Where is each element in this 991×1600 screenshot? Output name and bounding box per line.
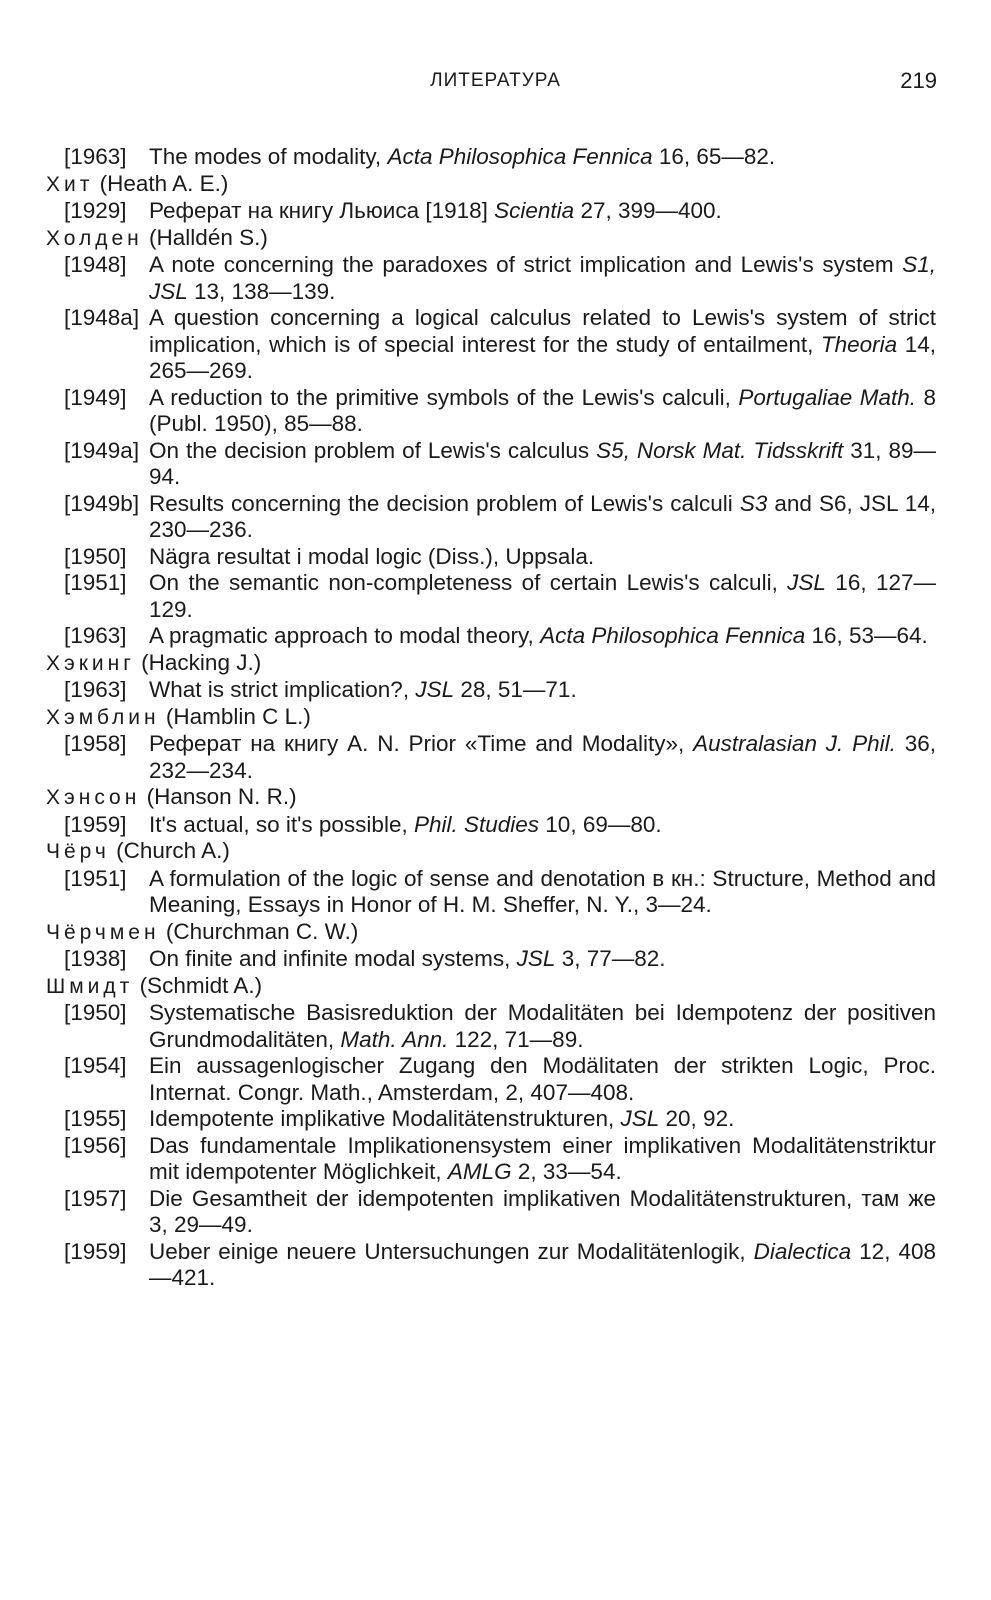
- reference-text: On finite and infinite modal systems,: [149, 946, 517, 971]
- author-name: Хэнсон: [46, 786, 141, 809]
- reference-journal: JSL: [787, 570, 826, 595]
- reference-pages: 3, 77—82.: [555, 946, 666, 971]
- bibliography-list: [46, 144, 936, 1292]
- reference-entry: [46, 570, 936, 623]
- author-heading: [46, 704, 936, 732]
- reference-journal: S1, JSL: [149, 252, 936, 304]
- reference-entry: [46, 623, 936, 650]
- reference-text: Ein aussagenlogischer Zugang den Modälitaten der strikten Logic, Proc. Internat. Congr. Math., Amsterdam, 2, 407—408.: [149, 1053, 936, 1105]
- author-heading: [46, 650, 936, 678]
- reference-journal: AMLG: [447, 1159, 512, 1184]
- reference-entry: [46, 1239, 936, 1292]
- page-number: 219: [900, 68, 937, 93]
- reference-year: [1963]: [64, 623, 127, 648]
- author-latin-name: (Churchman C. W.): [165, 918, 359, 944]
- reference-pages: 12, 408—421.: [149, 1238, 936, 1290]
- reference-journal: S5, Norsk Mat. Tidsskrift: [596, 437, 844, 463]
- reference-journal: Phil. Studies: [413, 811, 540, 837]
- reference-journal: Portugaliae Math.: [738, 384, 916, 410]
- reference-entry: [46, 1186, 936, 1239]
- author-latin-name: (Hacking J.): [141, 649, 262, 675]
- reference-year: [1954]: [64, 1053, 127, 1078]
- reference-year: [1948a]: [64, 305, 140, 330]
- author-heading: [46, 919, 936, 947]
- reference-text: On the decision problem of Lewis's calculus: [149, 437, 597, 463]
- reference-journal: Math. Ann.: [340, 1026, 449, 1052]
- author-latin-name: (Halldén S.): [149, 224, 268, 250]
- reference-text: It's actual, so it's possible,: [149, 811, 414, 837]
- reference-text: What is strict implication?,: [149, 677, 416, 702]
- reference-entry: [46, 198, 936, 225]
- reference-pages: 2, 33—54.: [511, 1159, 622, 1184]
- author-heading: [46, 838, 936, 866]
- reference-pages: 10, 69—80.: [539, 811, 662, 837]
- author-latin-name: (Hanson N. R.): [146, 784, 297, 809]
- reference-entry: [46, 438, 936, 491]
- reference-text: A question concerning a logical calculus related to Lewis's system of strict implication, which is of special interest for the study of entailment,: [149, 305, 936, 357]
- reference-text: On the semantic non-completeness of certain Lewis's calculi,: [149, 570, 788, 595]
- reference-text: Idempotente implikative Modalitätenstrukturen,: [149, 1106, 621, 1131]
- author-latin-name: (Schmidt A.): [139, 972, 263, 998]
- author-name: Хэмблин: [46, 705, 160, 729]
- reference-entry: [46, 812, 936, 839]
- reference-pages: 28, 51—71.: [454, 677, 577, 702]
- reference-text: The modes of modality,: [149, 144, 388, 169]
- author-latin-name: (Heath A. E.): [99, 170, 229, 196]
- author-heading: [46, 973, 936, 1001]
- reference-journal: Dialectica: [753, 1238, 852, 1264]
- reference-journal: Acta Philosophica Fennica: [387, 144, 653, 169]
- author-name: Хэкинг: [46, 651, 135, 675]
- reference-entry: [46, 1053, 936, 1106]
- reference-year: [1949]: [64, 384, 127, 410]
- reference-pages: 16, 127—129.: [149, 570, 936, 622]
- reference-text: Systematische Basisreduktion der Modalitäten bei Idempotenz der positiven Grundmodalitäten,: [149, 1000, 936, 1052]
- reference-year: [1957]: [64, 1185, 127, 1211]
- reference-pages: and S6, JSL 14, 230—236.: [149, 490, 936, 542]
- reference-year: [1951]: [64, 865, 127, 891]
- reference-text: Das fundamentale Implikationensystem einer implikativen Modalitätenstriktur mit idempotenter Möglichkeit,: [149, 1132, 936, 1184]
- reference-text: Nägra resultat i modal logic (Diss.), Uppsala.: [149, 543, 595, 569]
- reference-year: [1959]: [64, 1238, 127, 1264]
- reference-journal: JSL: [415, 677, 455, 702]
- reference-year: [1949b]: [64, 490, 140, 516]
- reference-text: Реферат на книгу A. N. Prior «Time and Modality»,: [149, 731, 694, 756]
- running-title: ЛИТЕРАТУРА: [430, 70, 561, 91]
- author-name: Холден: [46, 226, 143, 250]
- reference-pages: 122, 71—89.: [448, 1026, 584, 1052]
- reference-year: [1949a]: [64, 437, 140, 463]
- reference-text: Реферат на книгу Льюиса [1918]: [149, 198, 495, 223]
- running-head: [0, 70, 991, 96]
- reference-journal: Theoria: [820, 331, 898, 357]
- reference-text: A formulation of the logic of sense and denotation в кн.: Structure, Method and Meaning, Essays in Honor of H. M. Sheffer, N. Y., 3—24.: [149, 865, 936, 917]
- reference-year: [1963]: [64, 677, 127, 702]
- reference-entry: [46, 677, 936, 704]
- reference-year: [1929]: [64, 198, 127, 223]
- reference-entry: [46, 144, 936, 171]
- reference-pages: 13, 138—139.: [187, 278, 336, 304]
- reference-year: [1951]: [64, 570, 127, 595]
- reference-entry: [46, 1000, 936, 1053]
- reference-entry: [46, 491, 936, 544]
- reference-text: Ueber einige neuere Untersuchungen zur Modalitätenlogik,: [149, 1238, 754, 1264]
- reference-entry: [46, 252, 936, 305]
- reference-journal: S3: [739, 490, 768, 516]
- reference-journal: JSL: [516, 946, 556, 971]
- author-name: Чёрч: [46, 840, 110, 863]
- reference-journal: Acta Philosophica Fennica: [540, 623, 806, 648]
- reference-text: Results concerning the decision problem of Lewis's calculi: [149, 490, 740, 516]
- reference-pages: 14, 265—269.: [149, 331, 936, 383]
- reference-pages: 27, 399—400.: [574, 198, 722, 223]
- reference-pages: 8 (Publ. 1950), 85—88.: [149, 384, 937, 436]
- reference-entry: [46, 305, 936, 385]
- reference-entry: [46, 866, 936, 919]
- author-name: Хит: [46, 172, 94, 196]
- reference-journal: Australasian J. Phil.: [693, 731, 896, 756]
- reference-text: A reduction to the primitive symbols of the Lewis's calculi,: [149, 384, 739, 410]
- reference-journal: Scientia: [494, 198, 575, 223]
- reference-pages: 36, 232—234.: [149, 731, 936, 783]
- author-latin-name: (Church A.): [116, 838, 230, 863]
- reference-pages: 16, 53—64.: [805, 623, 928, 648]
- reference-year: [1959]: [64, 811, 127, 837]
- reference-pages: 31, 89—94.: [149, 437, 937, 489]
- reference-year: [1950]: [64, 1000, 127, 1025]
- reference-year: [1955]: [64, 1106, 127, 1131]
- author-latin-name: (Hamblin C L.): [165, 703, 311, 729]
- author-name: Чёрчмен: [46, 920, 160, 944]
- reference-entry: [46, 1133, 936, 1186]
- reference-year: [1948]: [64, 252, 127, 277]
- author-name: Шмидт: [46, 974, 134, 998]
- author-heading: [46, 784, 936, 812]
- reference-text: Die Gesamtheit der idempotenten implikativen Modalitätenstrukturen, там же 3, 29—49.: [149, 1185, 936, 1237]
- reference-text: A pragmatic approach to modal theory,: [149, 623, 541, 648]
- reference-entry: [46, 731, 936, 784]
- reference-text: A note concerning the paradoxes of strict implication and Lewis's system: [149, 252, 903, 277]
- reference-year: [1963]: [64, 144, 127, 169]
- reference-year: [1938]: [64, 946, 127, 971]
- author-heading: [46, 225, 936, 253]
- reference-entry: [46, 946, 936, 973]
- reference-year: [1958]: [64, 731, 127, 756]
- reference-year: [1950]: [64, 543, 127, 569]
- author-heading: [46, 171, 936, 199]
- reference-pages: 20, 92.: [659, 1106, 735, 1131]
- reference-journal: JSL: [620, 1106, 660, 1131]
- reference-year: [1956]: [64, 1132, 127, 1158]
- reference-entry: [46, 385, 936, 438]
- reference-entry: [46, 544, 936, 571]
- reference-entry: [46, 1106, 936, 1133]
- reference-pages: 16, 65—82.: [652, 144, 776, 169]
